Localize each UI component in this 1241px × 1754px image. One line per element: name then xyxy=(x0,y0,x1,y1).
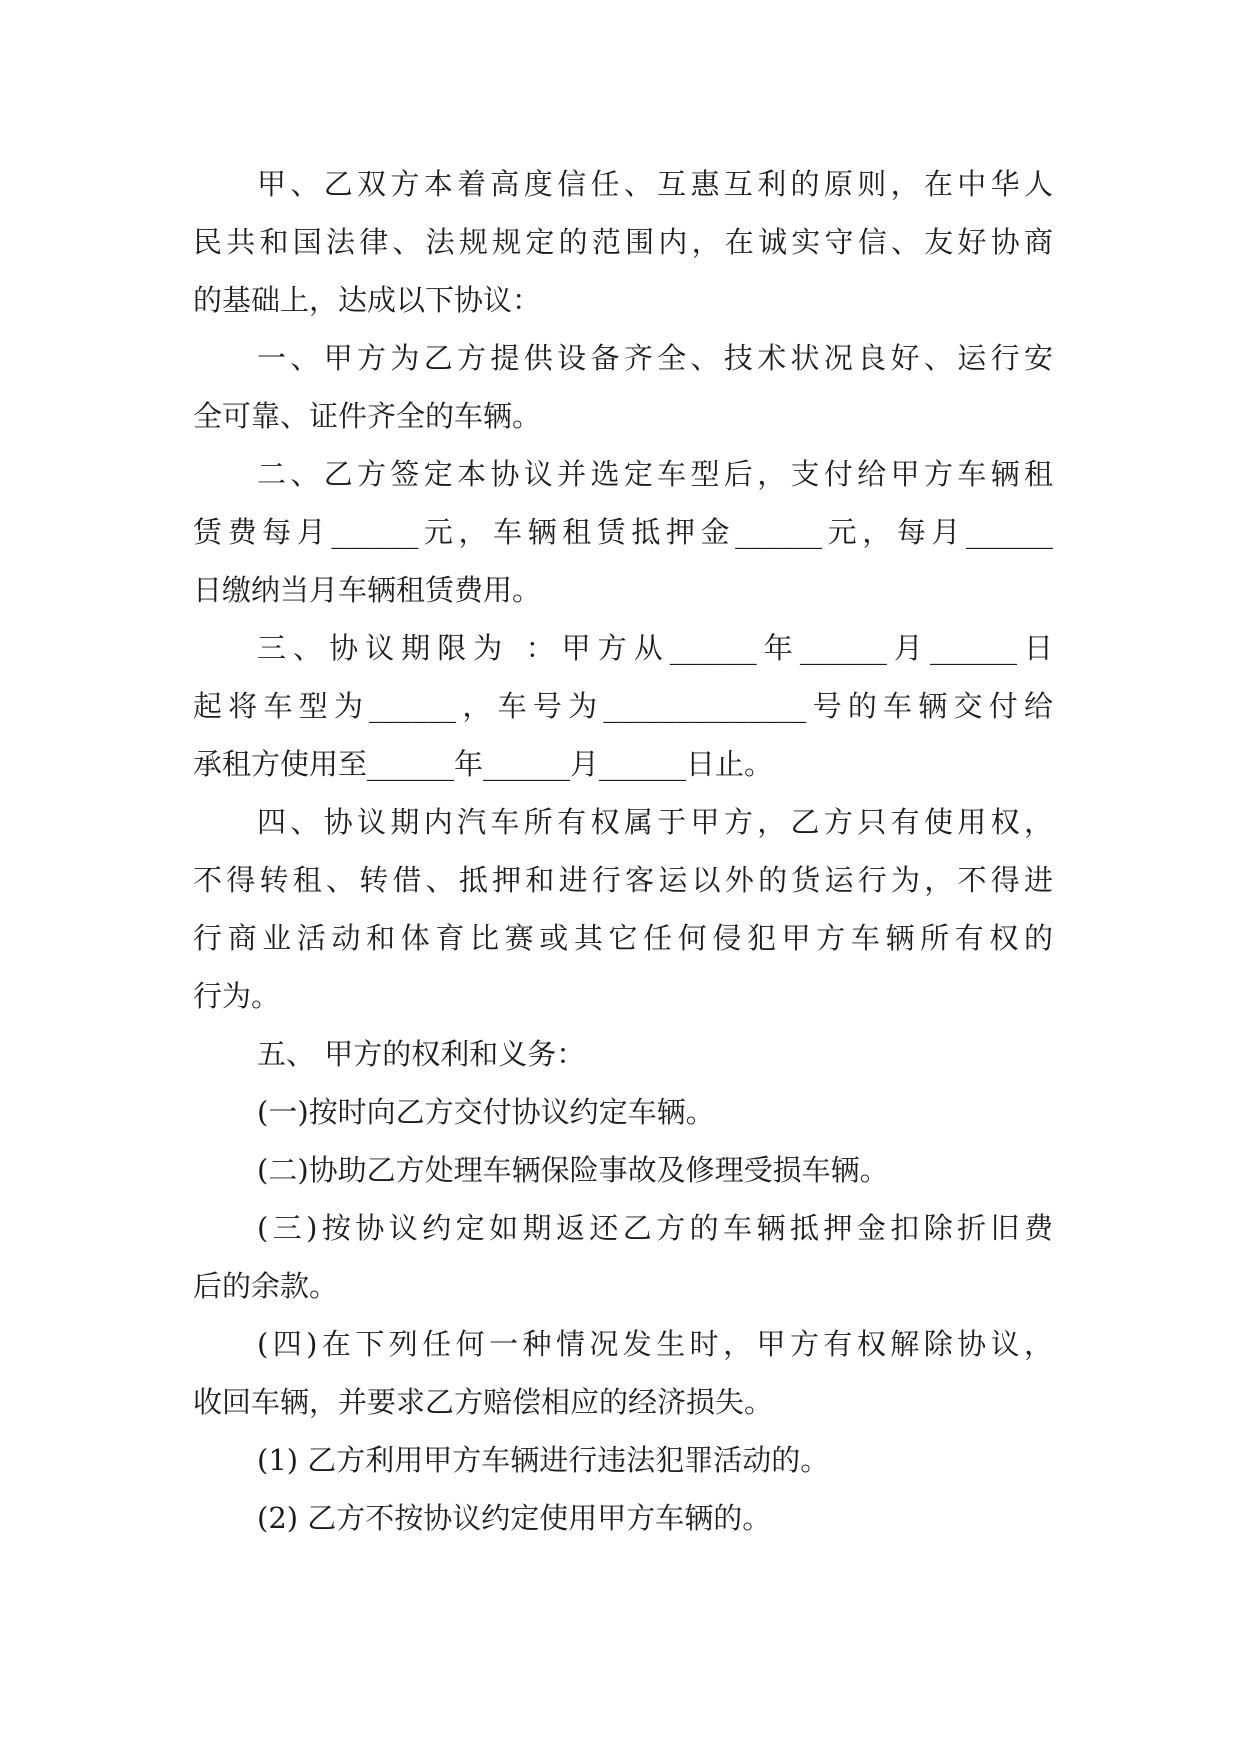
sub-clause-line: (二)协助乙方处理车辆保险事故及修理受损车辆。 xyxy=(257,1153,889,1187)
sub-clause-line: 收回车辆，并要求乙方赔偿相应的经济损失。 xyxy=(193,1385,774,1419)
section-heading: 五、 甲方的权利和义务： xyxy=(257,1037,586,1071)
clause-line: 全可靠、证件齐全的车辆。 xyxy=(193,399,542,433)
clause-line: 三、协议期限为 ：甲方从______年______月______日 xyxy=(257,631,1053,665)
clause-line: 四、协议期内汽车所有权属于甲方，乙方只有使用权， xyxy=(257,805,1053,839)
paragraph-line: 的基础上，达成以下协议： xyxy=(193,283,542,317)
paragraph-line: 民共和国法律、法规规定的范围内，在诚实守信、友好协商 xyxy=(193,225,1053,259)
sub-clause-line: (三)按协议约定如期返还乙方的车辆抵押金扣除折旧费 xyxy=(257,1211,1053,1245)
sub-clause-line: (四)在下列任何一种情况发生时，甲方有权解除协议， xyxy=(257,1327,1053,1361)
clause-line: 起将车型为______，车号为______________号的车辆交付给 xyxy=(193,689,1053,723)
clause-line: 承租方使用至______年______月______日止。 xyxy=(193,747,774,781)
sub-clause-line: (一)按时向乙方交付协议约定车辆。 xyxy=(257,1095,715,1129)
numbered-item: (2) 乙方不按协议约定使用甲方车辆的。 xyxy=(257,1501,772,1535)
clause-line: 行为。 xyxy=(193,979,281,1013)
sub-clause-line: 后的余款。 xyxy=(193,1269,339,1303)
clause-line: 行商业活动和体育比赛或其它任何侵犯甲方车辆所有权的 xyxy=(193,921,1053,955)
clause-line: 不得转租、转借、抵押和进行客运以外的货运行为，不得进 xyxy=(193,863,1053,897)
clause-line: 一、甲方为乙方提供设备齐全、技术状况良好、运行安 xyxy=(257,341,1053,375)
numbered-item: (1) 乙方利用甲方车辆进行违法犯罪活动的。 xyxy=(257,1443,830,1477)
contract-body xyxy=(193,155,1053,1547)
clause-line: 日缴纳当月车辆租赁费用。 xyxy=(193,573,542,607)
paragraph-line: 甲、乙双方本着高度信任、互惠互利的原则，在中华人 xyxy=(257,167,1053,201)
clause-line: 二、乙方签定本协议并选定车型后，支付给甲方车辆租 xyxy=(257,457,1053,491)
clause-line: 赁费每月______元，车辆租赁抵押金______元，每月______ xyxy=(193,515,1053,549)
